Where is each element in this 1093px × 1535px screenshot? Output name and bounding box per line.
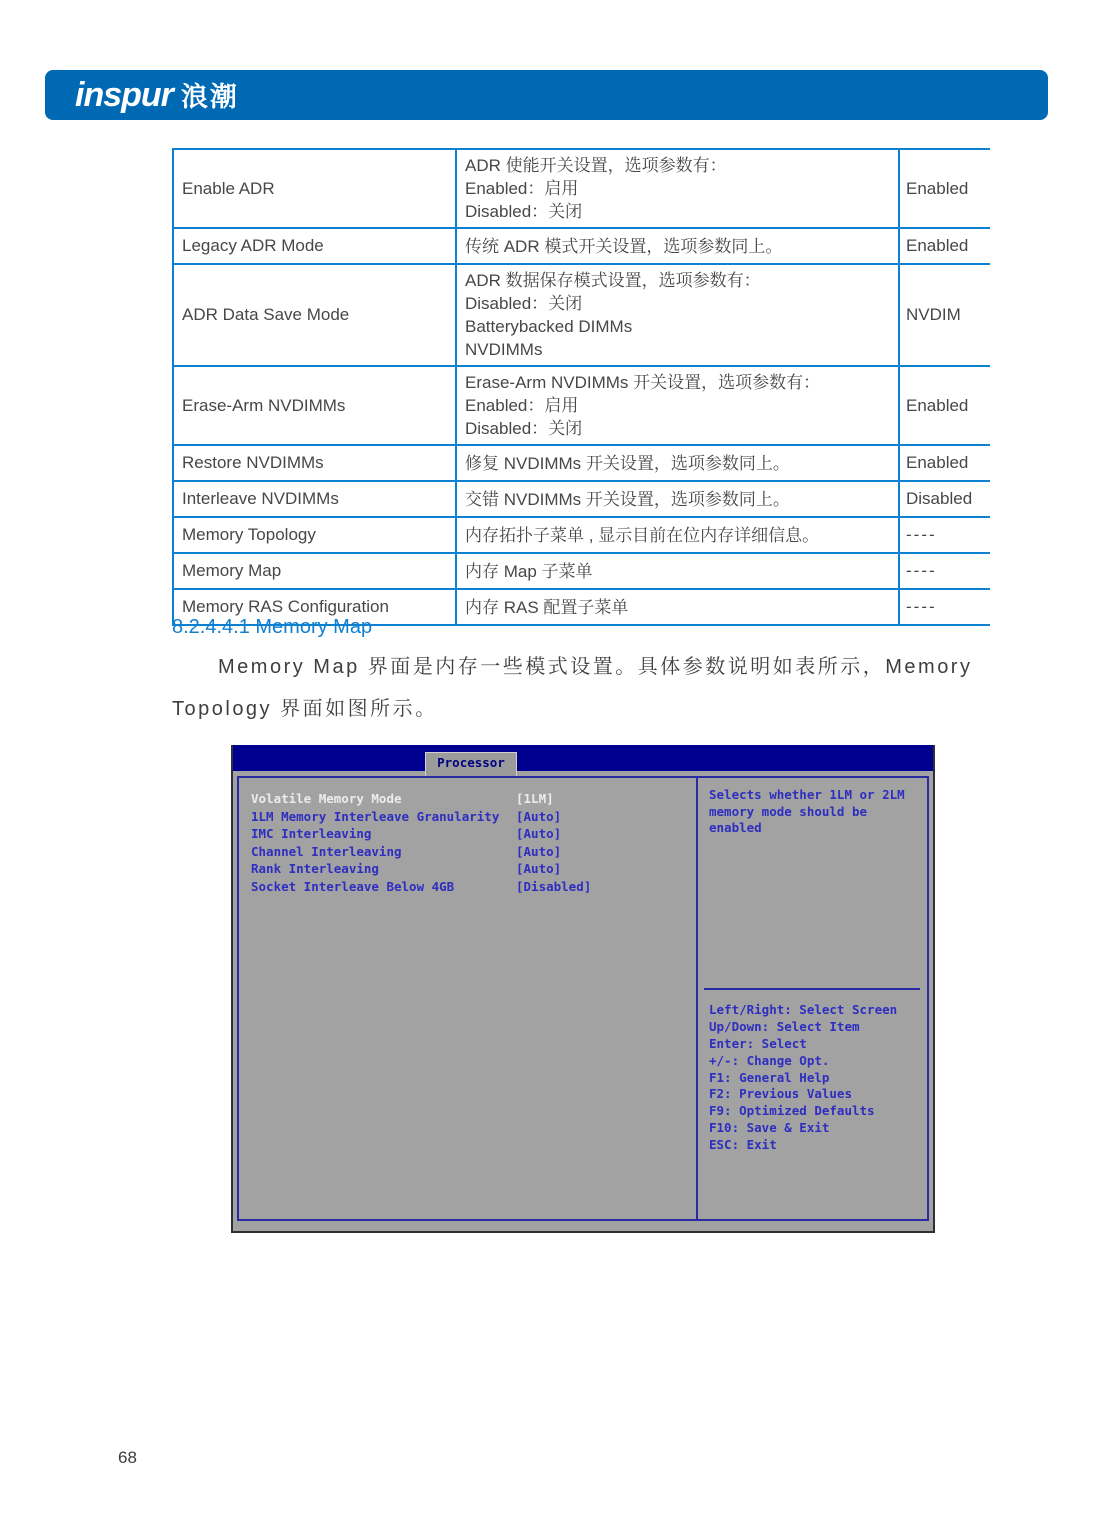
param-name-cell [172,229,455,263]
param-desc-cell [455,554,898,588]
bios-settings-pane [239,778,698,1219]
param-desc-line: ADR 数据保存模式设置，选项参数有： [465,271,761,290]
inspur-logo [75,75,239,115]
bios-screenshot [231,745,935,1233]
bios-setting-label: 1LM Memory Interleave Granularity [251,808,500,824]
bios-setting-row [251,825,696,843]
bios-key-hint: F2: Previous Values [709,1086,852,1102]
param-value-cell [898,482,990,516]
param-value: Disabled [906,489,973,508]
bios-setting-label: Socket Interleave Below 4GB [251,878,455,894]
bios-setting-row [251,843,696,861]
table-row [172,148,990,227]
param-desc-line: Enabled：启用 [465,179,579,198]
table-row [172,227,990,263]
bios-setting-value: [Auto] [516,861,562,876]
bios-help-pane [700,778,927,1219]
param-value: NVDIM [906,305,961,324]
bios-key-hint: ESC: Exit [709,1137,777,1153]
param-value: ---- [906,561,937,580]
param-name: Erase-Arm NVDIMMs [182,395,346,415]
table-row [172,552,990,588]
param-value-cell [898,367,990,444]
param-desc-cell [455,367,898,444]
param-value: ---- [906,597,937,616]
bios-setting-label: IMC Interleaving [251,826,372,841]
param-desc-cell [455,590,898,624]
param-desc-line: 修复 NVDIMMs 开关设置，选项参数同上。 [465,453,790,473]
param-value-cell [898,265,990,365]
bios-help-line: memory mode should be enabled [709,803,868,835]
param-desc-cell [455,446,898,480]
param-name-cell [172,518,455,552]
param-desc-line: 交错 NVDIMMs 开关设置，选项参数同上。 [465,489,790,509]
param-value-cell [898,229,990,263]
param-desc-cell [455,518,898,552]
param-name-cell [172,150,455,227]
param-desc-line: Disabled：关闭 [465,202,583,221]
table-row [172,480,990,516]
page-number: 68 [118,1448,137,1467]
bios-key-hint: F1: General Help [709,1069,830,1085]
param-name: Enable ADR [182,178,275,198]
logo-text-en: inspur [75,76,173,114]
param-name: Memory RAS Configuration [182,597,389,616]
param-desc-line: 内存 RAS 配置子菜单 [465,597,629,617]
bios-setting-row [251,790,696,808]
param-value: Enabled [906,178,969,198]
param-desc-line: Erase-Arm NVDIMMs 开关设置，选项参数有： [465,373,821,392]
bios-setting-row [251,878,696,896]
bios-title-bar [233,745,933,771]
bios-key-hint: Enter: Select [709,1035,807,1051]
param-value: Enabled [906,453,969,472]
bios-key-hint: Up/Down: Select Item [709,1018,860,1034]
param-value: Enabled [906,236,969,255]
param-value-cell [898,446,990,480]
bios-tab-processor: Processor [425,752,517,776]
table-row [172,263,990,365]
param-name: Restore NVDIMMs [182,453,324,472]
param-name-cell [172,367,455,444]
page-header-bar [45,70,1048,120]
bios-setting-value: [Auto] [516,808,562,824]
param-desc-cell [455,482,898,516]
param-desc-cell [455,150,898,227]
param-name-cell [172,554,455,588]
param-name: Memory Map [182,561,282,580]
bios-setting-value: [Disabled] [516,878,592,894]
param-desc-line: NVDIMMs [465,340,543,359]
param-desc-line: Enabled：启用 [465,396,579,415]
bios-key-hint: Left/Right: Select Screen [709,1002,898,1017]
bios-key-hints [709,1002,897,1154]
param-desc-line: 传统 ADR 模式开关设置，选项参数同上。 [465,236,783,256]
param-desc-line: 内存 Map 子菜单 [465,561,593,581]
bios-setting-value: [1LM] [516,791,554,806]
bios-key-hint: F9: Optimized Defaults [709,1103,875,1119]
param-desc-line: Disabled：关闭 [465,294,583,313]
param-name-cell [172,265,455,365]
table-row [172,516,990,552]
param-name-cell [172,446,455,480]
table-row [172,444,990,480]
bios-key-hint: F10: Save & Exit [709,1120,830,1136]
bios-setting-label: Channel Interleaving [251,843,402,859]
param-name-cell [172,482,455,516]
bios-setting-label: Volatile Memory Mode [251,791,402,806]
param-desc-line: 内存拓扑子菜单 , 显示目前在位内存详细信息。 [465,525,820,545]
table-row [172,365,990,444]
bios-setting-label: Rank Interleaving [251,861,379,876]
param-value-cell [898,150,990,227]
bios-setting-row [251,808,696,826]
bios-help-divider [704,988,920,990]
bios-key-hint: +/-: Change Opt. [709,1052,830,1068]
param-desc-line: Disabled：关闭 [465,419,583,438]
bios-setting-value: [Auto] [516,843,562,859]
bios-help-line: Selects whether 1LM or 2LM [709,787,905,802]
param-value-cell [898,518,990,552]
param-value: ---- [906,525,937,544]
bios-setting-value: [Auto] [516,826,562,841]
paragraph-line: Memory Map 界面是内存一些模式设置。具体参数说明如表所示，Memory [218,656,973,678]
param-name: Legacy ADR Mode [182,236,324,255]
section-heading: 8.2.4.4.1 Memory Map [172,616,373,638]
param-value: Enabled [906,395,969,415]
param-name: Interleave NVDIMMs [182,489,339,508]
bios-help-text [700,778,927,837]
param-value-cell [898,590,990,624]
param-desc-cell [455,265,898,365]
param-desc-cell [455,229,898,263]
section-paragraph [172,646,997,730]
param-name: Memory Topology [182,525,316,544]
paragraph-line: Topology 界面如图所示。 [172,698,438,720]
param-table [172,148,990,626]
param-desc-line: ADR 使能开关设置，选项参数有： [465,156,727,175]
param-value-cell [898,554,990,588]
logo-text-cn: 浪潮 [180,82,239,112]
param-desc-line: Batterybacked DIMMs [465,317,633,336]
bios-setting-row [251,860,696,878]
param-name: ADR Data Save Mode [182,305,350,324]
bios-main-frame [237,776,929,1221]
